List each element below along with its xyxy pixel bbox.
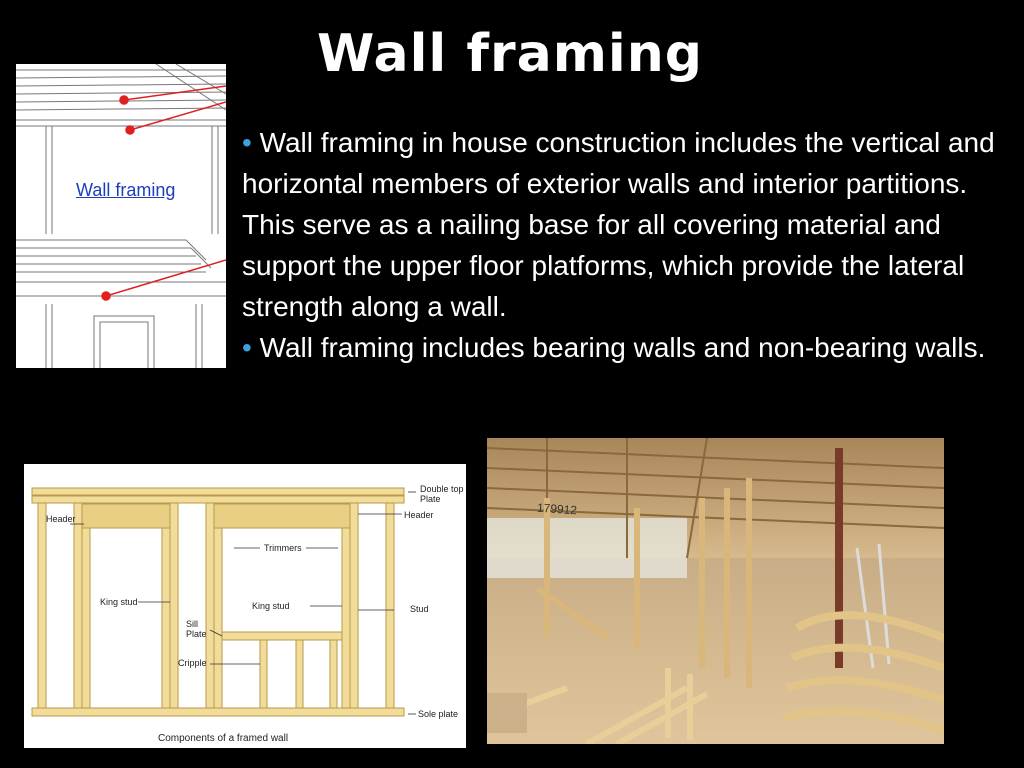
construction-photo <box>487 438 944 744</box>
label-cripple: Cripple <box>178 658 207 668</box>
bullet-marker: • <box>242 127 252 158</box>
slide-title: Wall framing <box>317 24 703 84</box>
framed-wall-diagram <box>24 464 466 748</box>
photo-illustration <box>487 438 944 744</box>
label-king-stud-right: King stud <box>252 601 290 611</box>
bullet-text: Wall framing includes bearing walls and non-bearing walls. <box>251 332 986 363</box>
diagram-caption: Components of a framed wall <box>158 733 289 744</box>
label-sill-plate: Sill Plate <box>186 619 207 639</box>
label-trimmers: Trimmers <box>264 543 302 553</box>
framed-wall-drawing <box>24 464 466 748</box>
bullet-text: Wall framing in house construction includes the vertical and horizontal members of exterior walls and interior partitions. This serve as a nailing base for all covering material and support the upper floor platforms, which provide the lateral strength along a wall. <box>242 127 995 322</box>
label-king-stud-left: King stud <box>100 597 138 607</box>
bullet-item <box>242 122 1002 327</box>
bullet-marker: • <box>242 332 252 363</box>
diagram-drawing <box>16 64 226 368</box>
wall-framing-link[interactable]: Wall framing <box>76 180 176 200</box>
bullet-item <box>242 327 1002 368</box>
label-double-top-plate: Double top Plate <box>420 484 464 504</box>
bullet-list <box>242 122 1002 368</box>
label-sole-plate: Sole plate <box>418 709 459 719</box>
label-stud: Stud <box>410 604 429 614</box>
label-header-left: Header <box>46 514 76 524</box>
photo-sign: 179912 <box>536 500 578 518</box>
label-header-right: Header <box>404 510 434 520</box>
wall-framing-diagram <box>16 64 226 368</box>
